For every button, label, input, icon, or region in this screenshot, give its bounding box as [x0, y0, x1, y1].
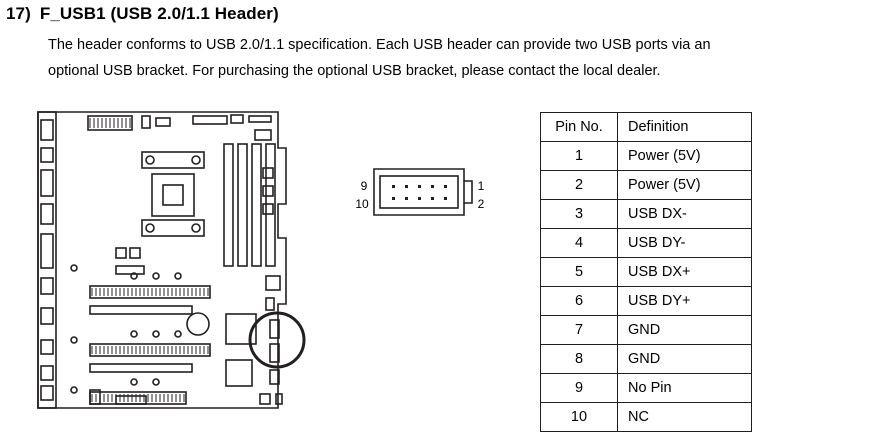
- cell-definition: USB DY-: [618, 229, 752, 258]
- table-row: [541, 258, 752, 287]
- cell-pin: 7: [541, 316, 618, 345]
- cell-definition: USB DX+: [618, 258, 752, 287]
- cell-pin: 1: [541, 142, 618, 171]
- pin-label-2: 2: [477, 197, 485, 211]
- cell-definition: USB DX-: [618, 200, 752, 229]
- pin-label-10: 10: [355, 197, 369, 211]
- table-row: [541, 403, 752, 432]
- section-title: F_USB1 (USB 2.0/1.1 Header): [39, 4, 279, 23]
- pin-definition-table: [540, 112, 752, 432]
- table-row: [541, 229, 752, 258]
- cell-pin: 6: [541, 287, 618, 316]
- cell-pin: 3: [541, 200, 618, 229]
- cell-pin: 5: [541, 258, 618, 287]
- pin-label-1: 1: [477, 179, 485, 193]
- cell-pin: 9: [541, 374, 618, 403]
- section-number: 17): [6, 4, 31, 23]
- cell-definition: GND: [618, 316, 752, 345]
- table-row: [541, 142, 752, 171]
- section-heading: [6, 4, 279, 24]
- section-description: [48, 32, 860, 84]
- highlight-circle: [250, 313, 304, 367]
- cell-definition: NC: [618, 403, 752, 432]
- table-row: [541, 287, 752, 316]
- table-row: [541, 374, 752, 403]
- motherboard-diagram: [30, 108, 320, 428]
- pin-label-9: 9: [360, 179, 368, 193]
- cell-pin: 4: [541, 229, 618, 258]
- description-line-2: optional USB bracket. For purchasing the optional USB bracket, please contact the local dealer.: [48, 63, 661, 79]
- cell-definition: GND: [618, 345, 752, 374]
- cell-definition: USB DY+: [618, 287, 752, 316]
- description-line-1: The header conforms to USB 2.0/1.1 specification. Each USB header can provide two USB ports via an: [48, 37, 711, 53]
- cell-definition: No Pin: [618, 374, 752, 403]
- connector-diagram: [352, 165, 502, 232]
- cell-pin: 8: [541, 345, 618, 374]
- table-row: [541, 171, 752, 200]
- cell-pin: 2: [541, 171, 618, 200]
- table-row: [541, 345, 752, 374]
- cell-pin: 10: [541, 403, 618, 432]
- header-pin-no: Pin No.: [541, 113, 618, 142]
- table-header-row: [541, 113, 752, 142]
- table-row: [541, 200, 752, 229]
- cell-definition: Power (5V): [618, 142, 752, 171]
- table-row: [541, 316, 752, 345]
- cell-definition: Power (5V): [618, 171, 752, 200]
- header-definition: Definition: [618, 113, 752, 142]
